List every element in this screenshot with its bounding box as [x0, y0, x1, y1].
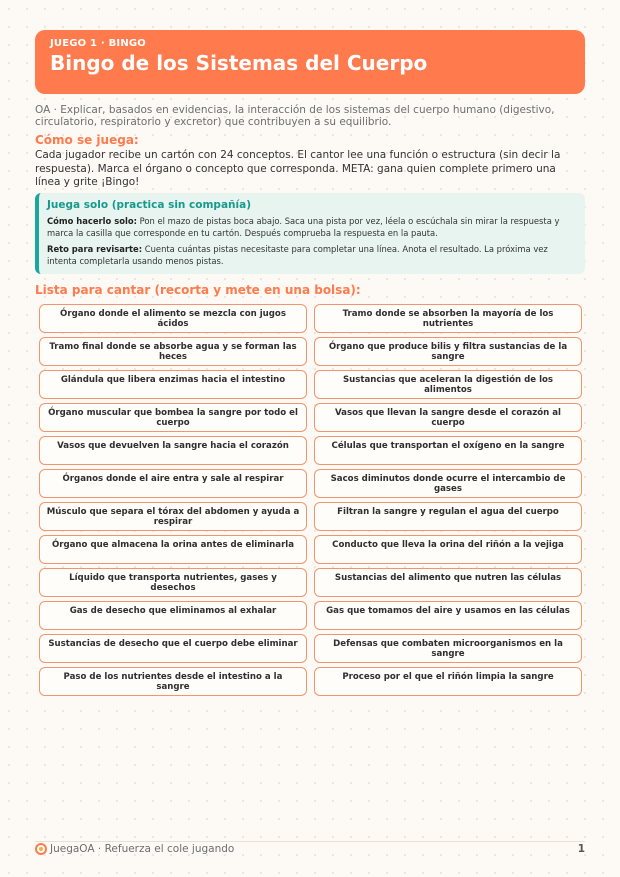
solo-challenge-label: Reto para revisarte:: [47, 244, 143, 254]
calling-card: Vasos que llevan la sangre desde el corazón al cuerpo: [314, 403, 582, 432]
calling-card: Sacos diminutos donde ocurre el intercambio de gases: [314, 469, 582, 498]
footer-divider: [35, 841, 585, 842]
jugaoa-logo-icon: [35, 843, 47, 855]
title-banner: [35, 30, 585, 94]
how-to-play-heading: Cómo se juega:: [35, 133, 139, 147]
calling-card: Órgano muscular que bombea la sangre por todo el cuerpo: [39, 403, 307, 432]
game-tag: JUEGO 1 · BINGO: [50, 38, 147, 49]
calling-card: Órgano que produce bilis y filtra sustancias de la sangre: [314, 337, 582, 366]
calling-card: Órgano donde el alimento se mezcla con jugos ácidos: [39, 304, 307, 333]
calling-card: Tramo donde se absorben la mayoría de los nutrientes: [314, 304, 582, 333]
solo-how-text: Pon el mazo de pistas boca abajo. Saca una pista por vez, léela o escúchala sin mirar la respuesta y marca la casilla que corresponde en tu cartón. Después comprueba la respuesta en la pauta.: [47, 216, 560, 238]
calling-card: Tramo final donde se absorbe agua y se forman las heces: [39, 337, 307, 366]
calling-card: Filtran la sangre y regulan el agua del cuerpo: [314, 502, 582, 531]
calling-list-heading: Lista para cantar (recorta y mete en una bolsa):: [35, 283, 361, 297]
solo-challenge-paragraph: [47, 243, 575, 267]
solo-how-label: Cómo hacerlo solo:: [47, 216, 137, 226]
calling-card: Líquido que transporta nutrientes, gases y desechos: [39, 568, 307, 597]
calling-card: Proceso por el que el riñón limpia la sangre: [314, 667, 582, 696]
calling-card: Células que transportan el oxígeno en la sangre: [314, 436, 582, 465]
calling-card: Órganos donde el aire entra y sale al respirar: [39, 469, 307, 498]
calling-card: Glándula que libera enzimas hacia el intestino: [39, 370, 307, 399]
calling-card: Paso de los nutrientes desde el intestino a la sangre: [39, 667, 307, 696]
solo-how-paragraph: [47, 215, 575, 239]
footer-brand: JuegaOA · Refuerza el cole jugando: [50, 843, 235, 855]
calling-card: Sustancias que aceleran la digestión de los alimentos: [314, 370, 582, 399]
solo-challenge-text: Cuenta cuántas pistas necesitaste para completar una línea. Anota el resultado. La próxima vez intenta completarla usando menos pistas.: [47, 244, 548, 266]
calling-card: Conducto que lleva la orina del riñón a la vejiga: [314, 535, 582, 564]
calling-card: Sustancias del alimento que nutren las células: [314, 568, 582, 597]
calling-card: Gas de desecho que eliminamos al exhalar: [39, 601, 307, 630]
solo-play-box: [35, 193, 585, 274]
calling-card: Gas que tomamos del aire y usamos en las células: [314, 601, 582, 630]
calling-card: Sustancias de desecho que el cuerpo debe eliminar: [39, 634, 307, 663]
calling-card: Defensas que combaten microorganismos en la sangre: [314, 634, 582, 663]
solo-play-heading: Juega solo (practica sin compañía): [47, 199, 251, 211]
calling-card: Órgano que almacena la orina antes de eliminarla: [39, 535, 307, 564]
page-title: Bingo de los Sistemas del Cuerpo: [50, 51, 428, 75]
how-to-play-text: Cada jugador recibe un cartón con 24 conceptos. El cantor lee una función o estructura (sin decir la respuesta). Marca el órgano o concepto que corresponda. META: gana quien complete primero una línea y grite ¡Bingo!: [35, 149, 561, 188]
page-number: 1: [577, 843, 585, 855]
learning-objective: OA · Explicar, basados en evidencias, la interacción de los sistemas del cuerpo humano (digestivo, circulatorio, respiratorio y excretor) que contribuyen a su equilibrio.: [35, 104, 555, 128]
calling-card: Vasos que devuelven la sangre hacia el corazón: [39, 436, 307, 465]
calling-card: Músculo que separa el tórax del abdomen y ayuda a respirar: [39, 502, 307, 531]
